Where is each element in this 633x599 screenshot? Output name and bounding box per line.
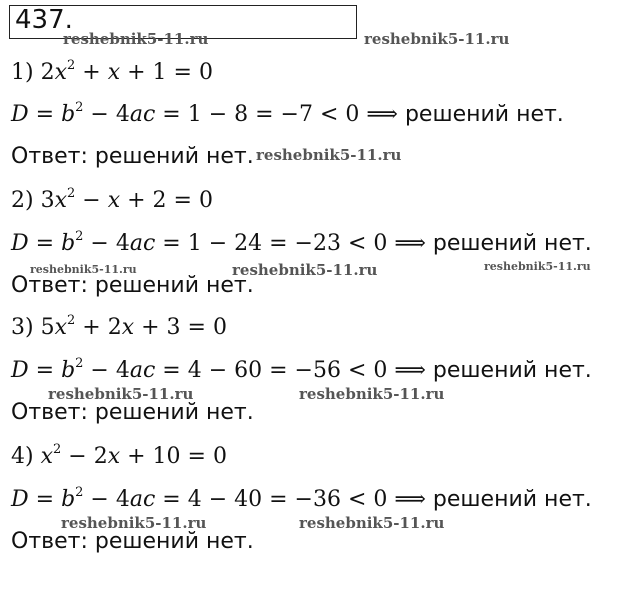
answer-1: Ответ: решений нет. — [11, 144, 254, 169]
watermark: reshebnik5-11.ru — [364, 30, 510, 48]
watermark: reshebnik5-11.ru — [63, 30, 209, 48]
discriminant-3: $D = b^2 - 4ac = 4 - 60 = -56 < 0$ ⟹ решений нет. — [11, 356, 592, 383]
watermark: reshebnik5-11.ru — [232, 261, 378, 279]
answer-4: Ответ: решений нет. — [11, 529, 254, 554]
watermark: reshebnik5-11.ru — [48, 385, 194, 403]
problem-number: 437. — [15, 5, 73, 35]
watermark: reshebnik5-11.ru — [30, 263, 137, 276]
watermark: reshebnik5-11.ru — [299, 385, 445, 403]
watermark: reshebnik5-11.ru — [61, 514, 207, 532]
equation-3: 3) $5x^2 + 2x + 3 = 0$ — [11, 313, 227, 340]
discriminant-2: $D = b^2 - 4ac = 1 - 24 = -23 < 0$ ⟹ решений нет. — [11, 229, 592, 256]
watermark: reshebnik5-11.ru — [299, 514, 445, 532]
watermark: reshebnik5-11.ru — [484, 260, 591, 273]
equation-4: 4) $x^2 - 2x + 10 = 0$ — [11, 442, 227, 469]
equation-1: 1) $2x^2 + x + 1 = 0$ — [11, 58, 213, 85]
discriminant-1: $D = b^2 - 4ac = 1 - 8 = -7 < 0$ ⟹ решений нет. — [11, 100, 564, 127]
answer-3: Ответ: решений нет. — [11, 400, 254, 425]
discriminant-4: $D = b^2 - 4ac = 4 - 40 = -36 < 0$ ⟹ решений нет. — [11, 485, 592, 512]
watermark: reshebnik5-11.ru — [256, 146, 402, 164]
answer-2: Ответ: решений нет. — [11, 273, 254, 298]
equation-2: 2) $3x^2 - x + 2 = 0$ — [11, 186, 213, 213]
